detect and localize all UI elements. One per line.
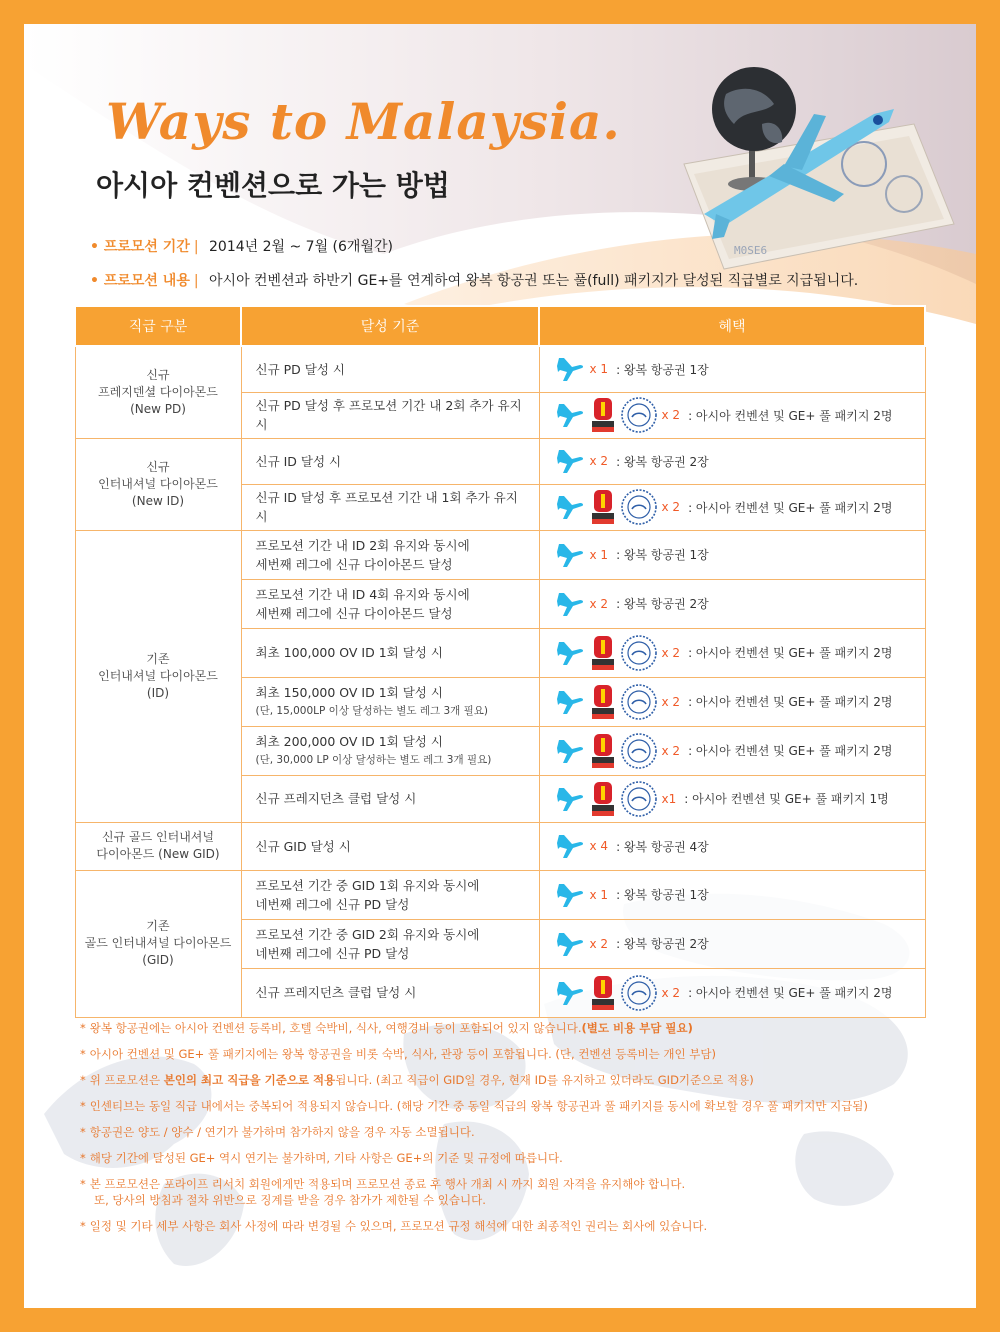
benefit-content — [556, 354, 915, 384]
label-divider: | — [193, 239, 199, 255]
criteria-line: 최초 100,000 OV ID 1회 달성 시 — [255, 645, 443, 660]
airplane-icon — [556, 784, 586, 814]
passport-globe-airplane-illustration — [664, 54, 964, 284]
promotion-table — [74, 305, 926, 1018]
rank-cell — [75, 438, 241, 530]
benefit-description: : 왕복 항공권 4장 — [616, 839, 709, 854]
criteria-line: 신규 ID 달성 시 — [255, 453, 342, 469]
airplane-icon — [556, 831, 586, 861]
rank-label-line: 다이아몬드 (New GID) — [96, 847, 220, 861]
svg-text:M0SE6: M0SE6 — [734, 244, 768, 257]
title-korean: 아시아 컨벤션으로 가는 방법 — [96, 169, 450, 202]
note-item: * 아시아 컨벤션 및 GE+ 풀 패키지에는 왕복 항공권을 비롯 숙박, 식사, 관광 등이 포함됩니다. (단, 컨벤션 등록비는 개인 부담) — [80, 1047, 716, 1061]
criteria-line: 최초 200,000 OV ID 1회 달성 시 — [255, 733, 443, 749]
airplane-icon — [556, 638, 586, 668]
note-item: * 위 프로모션은 본인의 최고 직급을 기준으로 적용됩니다. (최고 직급이 GID일 경우, 현재 ID를 유지하고 있더라도 GID기준으로 적용) — [80, 1073, 754, 1087]
criteria-cell — [241, 775, 539, 822]
criteria-line: 네번째 레그에 신규 PD 달성 — [255, 896, 410, 912]
bullet-star-icon: * — [80, 1219, 86, 1233]
criteria-cell — [241, 870, 539, 919]
criteria-note: (단, 30,000 LP 이상 달성하는 별도 레그 3개 필요) — [255, 753, 492, 766]
header-benefit: 혜택 — [539, 306, 925, 346]
benefit-content — [556, 831, 915, 861]
benefit-content — [556, 446, 915, 476]
i-yours-badge-icon — [592, 734, 614, 768]
benefit-cell — [539, 775, 925, 822]
bullet-star-icon: * — [80, 1099, 86, 1113]
benefit-content — [556, 780, 915, 818]
criteria-cell — [241, 484, 539, 530]
benefit-description: : 아시아 컨벤션 및 GE+ 풀 패키지 1명 — [684, 792, 889, 806]
rank-cell — [75, 822, 241, 870]
benefit-cell — [539, 870, 925, 919]
benefit-cell — [539, 392, 925, 438]
note-item: * 항공권은 양도 / 양수 / 연기가 불가하며 참가하지 않을 경우 자동 소멸됩니다. — [80, 1125, 475, 1139]
rank-label-line: (New ID) — [131, 493, 185, 508]
criteria-cell — [241, 530, 539, 579]
benefit-description: : 왕복 항공권 2장 — [616, 454, 709, 469]
benefit-multiplier: x 2 — [589, 596, 609, 611]
benefit-content — [556, 540, 915, 570]
benefit-multiplier: x 1 — [589, 547, 609, 562]
rank-label-line: 신규 — [146, 459, 170, 474]
benefit-cell — [539, 919, 925, 968]
benefit-cell — [539, 677, 925, 726]
airplane-icon — [556, 400, 586, 430]
rank-label-line: 인터내셔널 다이아몬드 — [98, 476, 218, 491]
table-row — [75, 870, 925, 919]
title-english: Ways to Malaysia. — [106, 92, 621, 151]
benefit-multiplier: x 2 — [661, 645, 681, 660]
bullet-star-icon: * — [80, 1125, 86, 1139]
life-seal-icon — [620, 396, 658, 434]
benefit-description: : 왕복 항공권 2장 — [616, 597, 709, 611]
benefit-multiplier: x 2 — [589, 454, 609, 468]
criteria-cell — [241, 438, 539, 484]
airplane-icon — [556, 736, 586, 766]
benefit-cell — [539, 438, 925, 484]
life-seal-icon — [620, 683, 658, 721]
bullet-star-icon: * — [80, 1177, 86, 1191]
benefit-description: : 아시아 컨벤션 및 GE+ 풀 패키지 2명 — [688, 695, 893, 709]
table-row — [75, 822, 925, 870]
criteria-line: 프로모션 기간 중 GID 2회 유지와 동시에 — [255, 926, 480, 942]
life-seal-icon — [620, 780, 658, 818]
benefit-multiplier: x 1 — [589, 887, 609, 902]
criteria-line: 네번째 레그에 신규 PD 달성 — [255, 945, 410, 961]
criteria-line: 프로모션 기간 내 ID 4회 유지와 동시에 — [255, 586, 470, 602]
note-emphasis: (별도 비용 부담 필요) — [581, 1021, 693, 1035]
benefit-multiplier: x 2 — [661, 500, 681, 514]
rank-cell — [75, 870, 241, 1017]
note-continuation: 또, 당사의 방침과 절차 위반으로 징계를 받을 경우 참가가 제한될 수 있습니다. — [94, 1193, 486, 1207]
criteria-cell — [241, 392, 539, 438]
benefit-multiplier: x1 — [661, 791, 677, 806]
benefit-cell — [539, 530, 925, 579]
rank-label-line: (ID) — [146, 685, 170, 700]
criteria-note: (단, 15,000LP 이상 달성하는 별도 레그 3개 필요) — [255, 704, 488, 717]
criteria-cell — [241, 628, 539, 677]
benefit-description: : 왕복 항공권 2장 — [616, 937, 709, 951]
promo-period-value: 2014년 2월 ~ 7월 (6개월간) — [209, 239, 393, 255]
rank-label-line: 골드 인터내셔널 다이아몬드 — [84, 936, 232, 950]
airplane-icon — [556, 589, 586, 619]
airplane-icon — [556, 446, 586, 476]
benefit-description: : 아시아 컨벤션 및 GE+ 풀 패키지 2명 — [688, 500, 893, 515]
promo-content-label: • 프로모션 내용 — [90, 273, 190, 289]
i-yours-badge-icon — [592, 636, 614, 670]
criteria-line: 신규 ID 달성 후 프로모션 기간 내 1회 추가 유지 시 — [255, 490, 518, 524]
benefit-content — [556, 634, 915, 672]
benefit-multiplier: x 2 — [589, 936, 609, 951]
criteria-line: 신규 PD 달성 시 — [255, 361, 345, 377]
benefit-multiplier: x 2 — [661, 408, 681, 422]
criteria-line: 프로모션 기간 중 GID 1회 유지와 동시에 — [255, 877, 480, 893]
benefit-multiplier: x 2 — [661, 985, 681, 1000]
criteria-cell — [241, 579, 539, 628]
benefit-content — [556, 396, 915, 434]
criteria-cell — [241, 919, 539, 968]
airplane-icon — [556, 492, 586, 522]
airplane-icon — [556, 978, 586, 1008]
note-item: * 왕복 항공권에는 아시아 컨벤션 등록비, 호텔 숙박비, 식사, 여행경비 등이 포함되어 있지 않습니다.(별도 비용 부담 필요) — [80, 1021, 693, 1035]
life-seal-icon — [620, 974, 658, 1012]
benefit-cell — [539, 968, 925, 1017]
criteria-line: 최초 150,000 OV ID 1회 달성 시 — [255, 684, 443, 700]
benefit-cell — [539, 579, 925, 628]
bullet-star-icon: * — [80, 1021, 86, 1035]
rank-label-line: 기존 — [146, 919, 170, 933]
airplane-icon — [556, 687, 586, 717]
bullet-star-icon: * — [80, 1073, 86, 1087]
bullet-star-icon: * — [80, 1047, 86, 1061]
criteria-line: 신규 GID 달성 시 — [255, 838, 351, 854]
benefit-description: : 왕복 항공권 1장 — [616, 888, 709, 902]
rank-label-line: 신규 — [146, 367, 170, 382]
criteria-cell — [241, 346, 539, 392]
i-yours-badge-icon — [592, 490, 614, 524]
benefit-cell — [539, 628, 925, 677]
benefit-cell — [539, 726, 925, 775]
benefit-description: : 왕복 항공권 1장 — [616, 548, 709, 562]
criteria-line: 세번째 레그에 신규 다이아몬드 달성 — [255, 605, 453, 621]
note-item: * 인센티브는 동일 직급 내에서는 중복되어 적용되지 않습니다. (해당 기간 중 동일 직급의 왕복 항공권과 풀 패키지를 동시에 확보할 경우 풀 패키지만 지급됨) — [80, 1099, 868, 1113]
note-item: * 해당 기간에 달성된 GE+ 역시 연기는 불가하며, 기타 사항은 GE+의 기준 및 규정에 따릅니다. — [80, 1151, 563, 1165]
i-yours-badge-icon — [592, 398, 614, 432]
promo-content-value: 아시아 컨벤션과 하반기 GE+를 연계하여 왕복 항공권 또는 풀(full) 패키지가 달성된 직급별로 지급됩니다. — [209, 273, 859, 289]
table-row — [75, 530, 925, 579]
criteria-cell — [241, 726, 539, 775]
rank-label-line: 프레지덴셜 다이아몬드 — [98, 384, 218, 399]
rank-label-line: (GID) — [142, 953, 174, 967]
benefit-description: : 아시아 컨벤션 및 GE+ 풀 패키지 2명 — [688, 408, 893, 423]
bullet-star-icon: * — [80, 1151, 86, 1165]
life-seal-icon — [620, 732, 658, 770]
promo-page — [24, 24, 976, 1308]
promo-content-line — [90, 270, 858, 290]
criteria-cell — [241, 677, 539, 726]
benefit-description: : 아시아 컨벤션 및 GE+ 풀 패키지 2명 — [688, 744, 893, 758]
table-row — [75, 438, 925, 484]
benefit-description: : 아시아 컨벤션 및 GE+ 풀 패키지 2명 — [688, 646, 893, 660]
rank-cell — [75, 530, 241, 822]
airplane-icon — [556, 540, 586, 570]
rank-label-line: (New PD) — [130, 401, 186, 416]
criteria-cell — [241, 822, 539, 870]
benefit-description: : 왕복 항공권 1장 — [616, 362, 709, 377]
promo-period-label: • 프로모션 기간 — [90, 239, 190, 255]
benefit-content — [556, 589, 915, 619]
life-seal-icon — [620, 488, 658, 526]
benefit-multiplier: x 2 — [661, 694, 681, 709]
benefit-content — [556, 683, 915, 721]
table-header-row — [75, 306, 925, 346]
benefit-description: : 아시아 컨벤션 및 GE+ 풀 패키지 2명 — [688, 986, 893, 1000]
notes-list — [80, 1020, 960, 1244]
criteria-line: 신규 PD 달성 후 프로모션 기간 내 2회 추가 유지 시 — [255, 398, 522, 432]
benefit-multiplier: x 2 — [661, 743, 681, 758]
benefit-content — [556, 732, 915, 770]
i-yours-badge-icon — [592, 685, 614, 719]
header-criteria: 달성 기준 — [241, 306, 539, 346]
rank-label-line: 인터내셔널 다이아몬드 — [98, 668, 218, 683]
benefit-content — [556, 929, 915, 959]
i-yours-badge-icon — [592, 976, 614, 1010]
promo-period-line — [90, 236, 393, 256]
criteria-cell — [241, 968, 539, 1017]
airplane-icon — [556, 880, 586, 910]
i-yours-badge-icon — [592, 782, 614, 816]
rank-label-line: 기존 — [146, 651, 170, 666]
rank-cell — [75, 346, 241, 438]
benefit-cell — [539, 484, 925, 530]
note-item: * 본 프로모션은 포라이프 리서치 회원에게만 적용되며 프로모션 종료 후 행사 개최 시 까지 회원 자격을 유지해야 합니다. 또, 당사의 방침과 절차 위반으로 징계를 받을 경우 참가가 제한될 수 있습니다. — [80, 1176, 960, 1208]
criteria-line: 신규 프레지던츠 클럽 달성 시 — [255, 985, 417, 1000]
rank-label-line: 신규 골드 인터내셔널 — [102, 830, 214, 844]
criteria-line: 신규 프레지던츠 클럽 달성 시 — [255, 791, 417, 806]
note-item: * 일정 및 기타 세부 사항은 회사 사정에 따라 변경될 수 있으며, 프로모션 규정 해석에 대한 최종적인 권리는 회사에 있습니다. — [80, 1219, 708, 1233]
benefit-cell — [539, 346, 925, 392]
criteria-line: 세번째 레그에 신규 다이아몬드 달성 — [255, 556, 453, 572]
criteria-line: 프로모션 기간 내 ID 2회 유지와 동시에 — [255, 537, 470, 553]
benefit-content — [556, 880, 915, 910]
benefit-cell — [539, 822, 925, 870]
header-rank: 직급 구분 — [75, 306, 241, 346]
airplane-icon — [556, 929, 586, 959]
label-divider: | — [193, 273, 199, 289]
table-row — [75, 346, 925, 392]
note-emphasis: 본인의 최고 직급을 기준으로 적용 — [163, 1073, 336, 1087]
life-seal-icon — [620, 634, 658, 672]
benefit-content — [556, 974, 915, 1012]
benefit-multiplier: x 1 — [589, 362, 609, 377]
airplane-icon — [556, 354, 586, 384]
benefit-multiplier: x 4 — [589, 839, 609, 853]
benefit-content — [556, 488, 915, 526]
